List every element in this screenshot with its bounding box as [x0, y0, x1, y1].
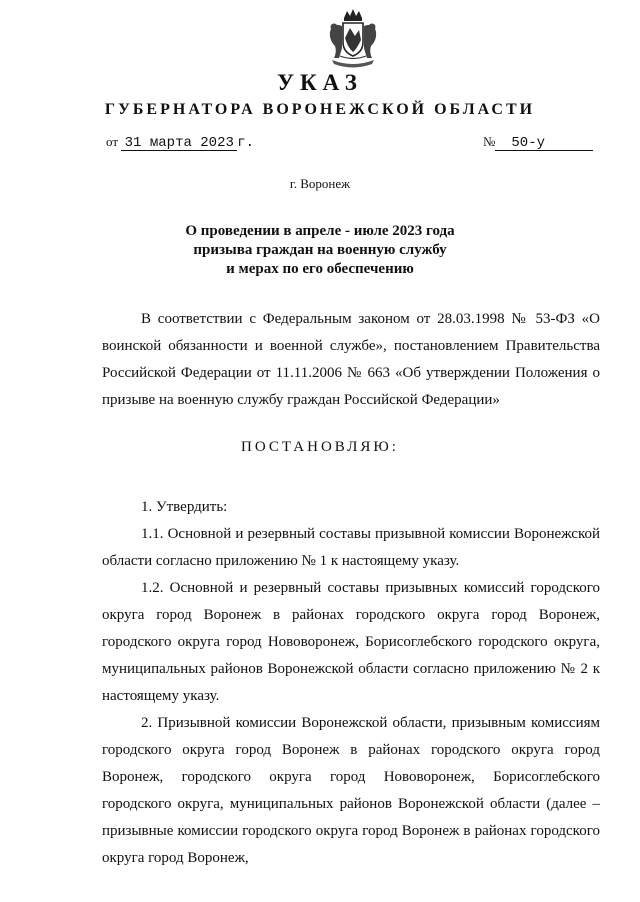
list-item: 2. Призывной комиссии Воронежской области, призывным комиссиям городского округа город Воронеж в районах городского округа город Воронеж, городского округа город Нововоронеж, Борисоглебского городского округа, муниципальных районов Воронежской области (далее – призывные комиссии городского округа город Воронеж в районах городского округа город Воронеж, [102, 715, 600, 866]
number-value: 50-у [495, 136, 593, 151]
number-label: № [483, 134, 496, 149]
document-title: УКАЗ [277, 70, 363, 95]
coat-of-arms-emblem [326, 8, 380, 70]
document-subtitle: ГУБЕРНАТОРА ВОРОНЕЖСКОЙ ОБЛАСТИ [104, 101, 536, 118]
date-field [106, 134, 254, 151]
decree-word: ПОСТАНОВЛЯЮ: [241, 439, 399, 455]
heading-line: призыва граждан на военную службу [193, 242, 447, 258]
decree-items [102, 494, 600, 872]
date-value: 31 марта 2023 [121, 136, 237, 151]
heading-line: и мерах по его обеспечению [226, 261, 414, 277]
number-field [483, 134, 593, 151]
year-suffix: г. [237, 135, 255, 151]
list-item: 1. Утвердить: [141, 499, 228, 515]
heading-line: О проведении в апреле - июле 2023 года [185, 223, 455, 239]
preamble-paragraph: В соответствии с Федеральным законом от 28.03.1998 № 53-ФЗ «О воинской обязанности и военной службе», постановлением Правительства Российской Федерации от 11.11.2006 № 663 «Об утверждении Положения о призыве на военную службу граждан Российской Федерации» [102, 311, 600, 408]
city-label: г. Воронеж [289, 176, 351, 191]
from-label: от [106, 134, 119, 149]
list-item: 1.1. Основной и резервный составы призывной комиссии Воронежской области согласно приложению № 1 к настоящему указу. [102, 526, 600, 569]
document-heading [0, 222, 640, 279]
list-item: 1.2. Основной и резервный составы призывных комиссий городского округа город Воронеж в районах городского округа город Воронеж, городского округа город Нововоронеж, Борисоглебского городского округа, муниципальных районов Воронежской области согласно приложению № 2 к настоящему указу. [102, 580, 600, 704]
